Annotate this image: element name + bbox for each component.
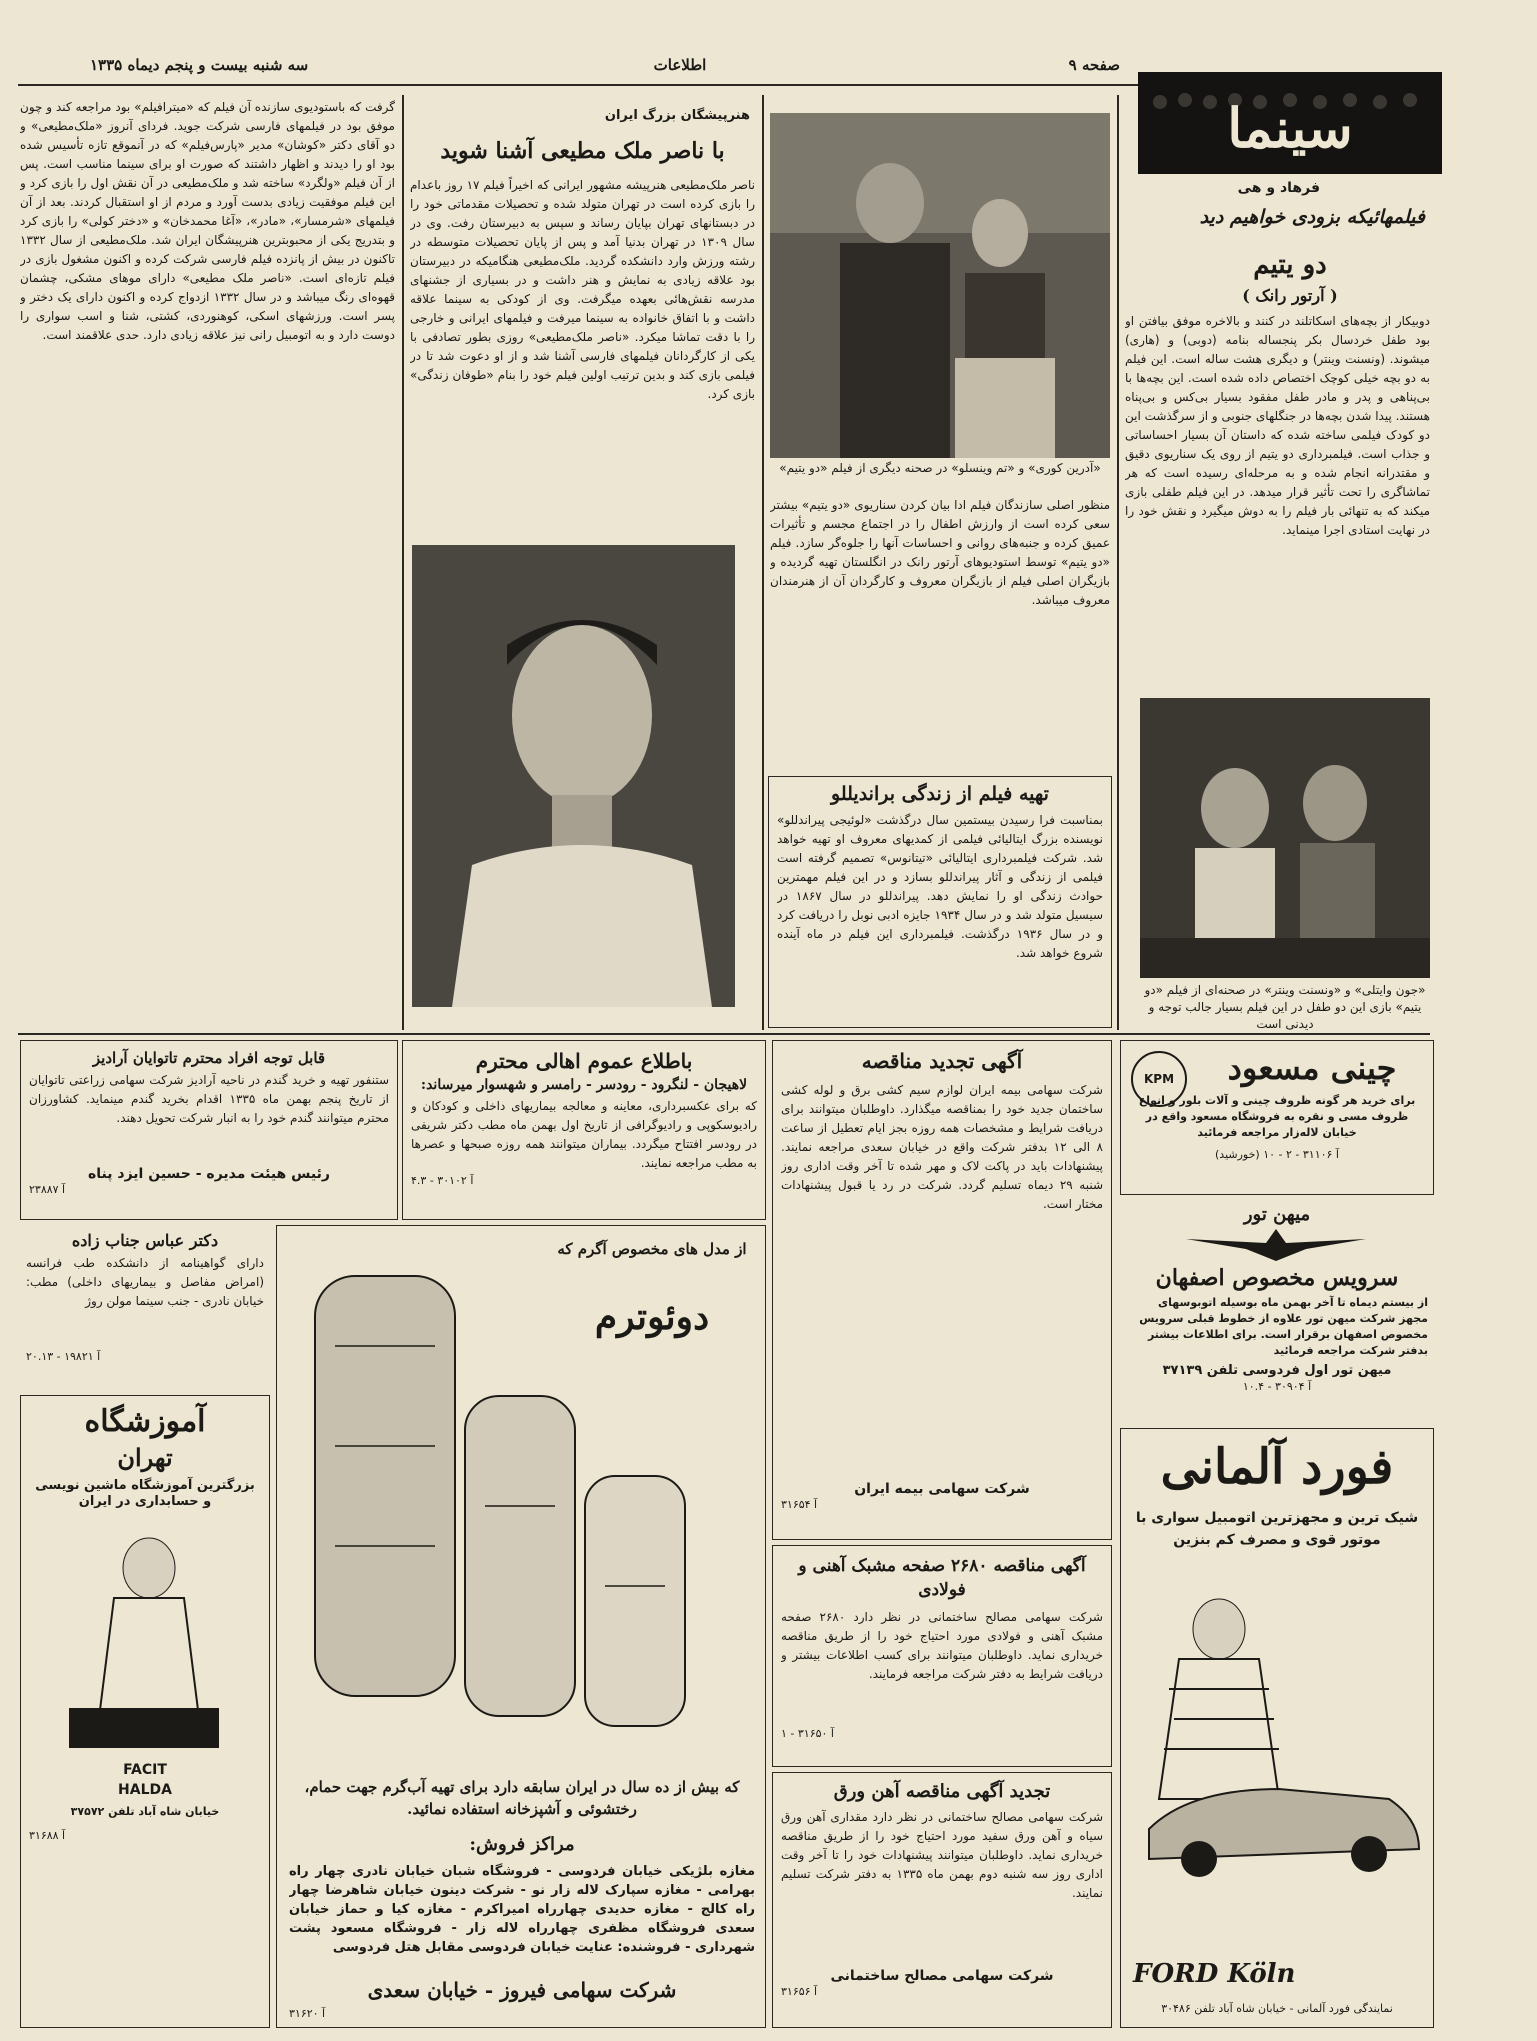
- film-still-children-illustration: [1140, 698, 1430, 978]
- ford-car-illustration: [1129, 1559, 1425, 1929]
- faravahar-icon: [1126, 1225, 1426, 1265]
- lahijan-text: که برای عکسبرداری، معاینه و معالجه بیماریهای داخلی و کودکان و رادیوسکوپی و رادیوگرافی از تاریخ اول بهمن ماه مطب دکتر شریفی در رودسر افتتاح میگردد. بیماران میتوانند همه روزه صبحها و عصرها به مطب مراجعه نمایند.: [411, 1099, 757, 1170]
- ad-mihantour: [1120, 1198, 1434, 1423]
- artists-title: با ناصر ملک مطیعی آشنا شوید: [440, 138, 725, 164]
- film-still-photo-1: [770, 113, 1110, 458]
- mihantour-title: سرویس مخصوص اصفهان: [1155, 1265, 1399, 1291]
- facit-logo: FACIT: [123, 1762, 167, 1778]
- typist-illustration: [29, 1518, 259, 1758]
- heater-company: شرکت سهامی فیروز - خیابان سعدی: [367, 1978, 677, 2002]
- pirandello-box: [768, 776, 1112, 1028]
- heater-brand: دوئوترم: [594, 1296, 710, 1338]
- lahijan-code: آ ۳۰۱۰۲ - ۴.۳: [411, 1174, 474, 1187]
- tajdid-code: آ ۳۱۶۵۴: [781, 1498, 818, 1511]
- ford-logo: FORD Köln: [1133, 1959, 1296, 1989]
- doctor-text: دارای گواهینامه از دانشکده طب فرانسه (امراض مفاصل و بیماریهای داخلی) مطب: خیابان نادری - جنب سینما مولن روژ: [26, 1256, 264, 1308]
- heater-tagline: که بیش از ده سال در ایران سابقه دارد برای تهیه آب‌گرم جهت حمام، رختشوئی و آشپزخانه استفاده نمائید.: [304, 1778, 740, 1818]
- film-title: دو یتیم: [1253, 250, 1327, 280]
- ad-tajdid-monaqese: [772, 1040, 1112, 1540]
- ad-water-heater: [276, 1225, 766, 2028]
- ad-chini-masoud: [1120, 1040, 1434, 1195]
- ad-qabel-tavajjoh: [20, 1040, 398, 1220]
- ahan-text: شرکت سهامی مصالح ساختمانی در نظر دارد مقداری آهن ورق سیاه و آهن ورق سفید مورد احتیاج خود را از طریق مناقصه خریداری نماید. داوطلبان میتوانند پیشنهادات خود را تا آخر وقت اداری روز سه شنبه دوم بهمن ماه ۱۳۳۵ به دفتر شرکت تسلیم نمایند.: [781, 1810, 1103, 1900]
- film-still-caption-1: «آدرین کوری» و «تم وینسلو» در صحنه دیگری از فیلم «دو یتیم»: [779, 461, 1101, 475]
- monaqese2680-code: آ ۳۱۶۵۰ - ۱: [781, 1727, 834, 1740]
- cinema-masthead: [1138, 72, 1442, 174]
- chini-title: چینی مسعود: [1227, 1049, 1397, 1087]
- paper-name: اطلاعات: [653, 56, 707, 74]
- ad-monaqese-2680: [772, 1545, 1112, 1767]
- film-still-illustration: [770, 113, 1110, 458]
- qabel-title: قابل توجه افراد محترم تاتوایان آرادیز: [92, 1049, 326, 1067]
- ford-text: شیک ترین و مجهزترین اتومبیل سواری با موتور قوی و مصرف کم بنزین: [1135, 1510, 1419, 1548]
- lahijan-subtitle: لاهیجان - لنگرود - رودسر - رامسر و شهسوار میرساند:: [420, 1077, 748, 1093]
- actor-portrait-illustration: [412, 545, 735, 1007]
- film-subtitle: ( آرتور رانک ): [1242, 286, 1338, 305]
- artists-article-continued: گرفت که باستودیوی سازنده آن فیلم که «میترافیلم» بود مراجعه کند و چون موفق بود در فیلمهای فارسی شرکت جوید. فردای آنروز «ملک‌مطیعی» و دو آقای دکتر «کوشان» مدیر «پارس‌فیلم» که در آنموقع تازه تأسیس شده بود او را دیدند و اظهار داشتند که صورت او برای سینما مناسب است. پس از آن فیلم «ولگرد» ساخته شد و ملک‌مطیعی در آن نقش اول را بازی کرد و این فیلم موفقیت زیادی بدست آورد و مردم از او استقبال کردند. بعد از آن فیلمهای «شرمسار»، «مادر»، «آغا محمدخان» و «دختر کولی» را بازی کرد و بتدریج یکی از محبوبترین هنرپیشگان ایران شد. ملک‌مطیعی از سال ۱۳۳۲ تاکنون در بیش از پانزده فیلم فارسی شرکت کرده و اکنون مشغول بازی در فیلم تازه‌ای است. «ناصر ملک مطیعی» دارای موهای مشکی، چشمان قهوه‌ای رنگ میباشد و در سال ۱۳۳۲ ازدواج کرده و اکنون دارای یک دختر و پسر است. ورزشهای اسکی، کوهنوردی، کشتی، شنا و اسب سواری را دوست دارد و به اتومبیل رانی نیز علاقه زیادی دارد. حدی علاقمند است.: [20, 100, 395, 342]
- monaqese2680-text: شرکت سهامی مصالح ساختمانی در نظر دارد ۲۶۸۰ صفحه مشبک آهنی و فولادی مورد احتیاج خود را از طریق مناقصه خریداری نماید. داوطلبان میتوانند برای کسب اطلاعات بیشتر و دریافت شرایط به دفتر شرکت مراجعه فرمایند.: [781, 1610, 1103, 1681]
- heater-intro: از مدل های مخصوص آگرم که: [557, 1240, 747, 1258]
- pirandello-title: تهیه فیلم از زندگی براندیللو: [831, 783, 1049, 805]
- mihantour-text: از بیستم دیماه تا آخر بهمن ماه بوسیله اتوبوسهای مجهز شرکت میهن تور علاوه از خطوط قبلی سرویس مخصوص اصفهان برقرار است. برای اطلاعات بیشتر بدفتر شرکت مراجعه فرمائید: [1139, 1296, 1428, 1357]
- monaqese2680-title: آگهی مناقصه ۲۶۸۰ صفحه مشبک آهنی و فولادی: [798, 1556, 1086, 1600]
- ad-school: [20, 1395, 270, 2028]
- ad-ford: [1120, 1428, 1434, 2028]
- cinema-article-2: منظور اصلی سازندگان فیلم ادا بیان کردن سناریوی «دو یتیم» بیشتر سعی کرده است از وارزش اطفال را در اجتماع مجسم و تأثیرات عمیق کرده و جنبه‌های روانی و احساسات آنها را جلوه‌گر سازد. فیلم «دو یتیم» توسط استودیوهای آرتور رانک در انگلستان تهیه گردیده و بازیگران اصلی فیلم از بازیگران معروف و کارگردان آن از هنرمندان معروف میباشد.: [770, 498, 1110, 607]
- tajdid-text: شرکت سهامی بیمه ایران لوازم سیم کشی برق و لوله کشی ساختمان جدید خود را بمناقصه میگذارد. داوطلبان میتوانند برای دریافت شرایط و مشخصات همه روزه بجز ایام تعطیل از ساعت ۸ الی ۱۲ بدفتر شرکت واقع در خیابان سعدی مراجعه نمایند. پیشنهادات باید در پاکت لاک و مهر شده تا آخر وقت اداری روز شنبه ۲۹ دیماه تسلیم گردد. شرکت در رد یا قبول پیشنهادات مختار است.: [781, 1083, 1103, 1211]
- qabel-code: آ ۲۳۸۸۷: [29, 1183, 66, 1196]
- mihantour-company: میهن تور: [1243, 1204, 1311, 1225]
- school-address: خیابان شاه آباد تلفن ۳۷۵۷۲: [70, 1805, 220, 1818]
- center-column-rule-right: [762, 95, 764, 1030]
- qabel-text: ستنفور تهیه و خرید گندم در ناحیه آرادیز شرکت سهامی زراعتی تاتوایان از تاریخ پنجم بهمن ماه ۱۳۳۵ اقدام بخرید گندم مینماید. کشاورزان محترم میتوانند گندم خود را به انبار شرکت تحویل دهند.: [29, 1073, 389, 1125]
- kpm-badge: KPM: [1131, 1051, 1187, 1107]
- halda-logo: HALDA: [118, 1782, 172, 1798]
- masthead-title: سینما: [1227, 96, 1353, 160]
- chini-code: آ ۳۱۱۰۶ - ۲ - ۱۰ (خورشید): [1215, 1148, 1339, 1161]
- ahan-code: آ ۳۱۶۵۶: [781, 1985, 818, 1998]
- tajdid-title: آگهی تجدید مناقصه: [861, 1049, 1023, 1073]
- ad-doctor: [20, 1225, 270, 1390]
- ford-footer: نمایندگی فورد آلمانی - خیابان شاه آباد تلفن ۳۰۴۸۶: [1161, 2002, 1393, 2015]
- cinema-editor: فرهاد و هی: [1237, 180, 1320, 196]
- actor-portrait-photo: [412, 545, 735, 1007]
- mid-page-rule: [18, 1033, 1430, 1035]
- cinema-article: دوبیکار از بچه‌های اسکاتلند در کنند و بالاخره موفق بیافتن او بود طفل خردسال بکر پنجساله بنامه (دوبی) و (هاری) میشوند. (ونسنت وینتر) و دیگری هشت ساله است. این فیلم به دو بچه خیلی کوچک اختصاص داده شده است. این بچه‌ها با بی‌پناهی و پدر و مادر طفل مفقود بسیار بی‌کس و بی‌پناه هستند. پیدا شدن بچه‌ها در جنگلهای جنوبی و از سرگذشت این دو کودک فیلمی ساخته شده که داستان آن بسیار احساساتی و جذاب است. فیلمبرداری دو یتیم از روی یک سناریوی دقیق و مقتدرانه انجام شده و به مرحله‌ای رسیده است که هر تماشاگری را تحت تأثیر قرار میدهد. در این فیلم طفلی بازی میکند که به تنهائی بار فیلم را به دوش میگیرد و نقش خود را در نهایت استادی اجرا مینماید.: [1125, 314, 1430, 537]
- artists-kicker: هنرپیشگان بزرگ ایران: [604, 108, 750, 123]
- pirandello-article: بمناسبت فرا رسیدن بیستمین سال درگذشت «لوئیجی پیراندللو» نویسنده بزرگ ایتالیائی فیلمی از کمدیهای معروف او تهیه خواهد شد. شرکت فیلمبرداری ایتالیائی «تیتانوس» تصمیم گرفته است فیلمی از زندگی و آثار پیراندللو بسازد و در این فیلم مهمترین حوادث زندگی او را نمایش دهد. پیراندللو در سال ۱۸۶۷ در سیسیل متولد شد و در سال ۱۹۳۴ جایزه ادبی نوبل را دریافت کرد و در سال ۱۹۳۶ درگذشت. فیلمبرداری این فیلم در ماه آینده شروع خواهد شد.: [777, 813, 1103, 960]
- lahijan-title: باطلاع عموم اهالی محترم: [475, 1049, 693, 1073]
- ahan-signature: شرکت سهامی مصالح ساختمانی: [830, 1968, 1054, 1984]
- cinema-column-rule: [1117, 95, 1119, 1030]
- school-code: آ ۳۱۶۸۸: [29, 1829, 66, 1842]
- ford-title: فورد آلمانی: [1160, 1439, 1394, 1495]
- date-line: سه شنبه بیست و پنجم دیماه ۱۳۳۵: [90, 56, 309, 74]
- chini-text: برای خرید هر گونه ظروف چینی و آلات بلور و انواع ظروف مسی و نقره به فروشگاه مسعود واقع در خیابان لاله‌زار مراجعه فرمائید: [1138, 1094, 1416, 1139]
- heater-sales-title: مراکز فروش:: [469, 1834, 575, 1855]
- water-heater-illustration: [285, 1246, 755, 1766]
- ad-ahan-varaq: [772, 1772, 1112, 2028]
- school-text: بزرگترین آموزشگاه ماشین نویسی و حسابداری در ایران: [35, 1478, 255, 1509]
- school-city: تهران: [117, 1443, 173, 1472]
- heater-code: آ ۳۱۶۲۰: [289, 2007, 326, 2020]
- mihantour-code: آ ۳۰۹۰۴ - ۱۰.۴: [1242, 1380, 1312, 1393]
- ahan-title: تجدید آگهی مناقصه آهن ورق: [833, 1781, 1051, 1802]
- ad-lahijan: [402, 1040, 766, 1220]
- page-number: صفحه ۹: [1068, 56, 1120, 74]
- doctor-code: آ ۱۹۸۲۱ - ۲۰.۱۳: [26, 1350, 101, 1363]
- heater-outlets: مغازه بلژیکی خیابان فردوسی - فروشگاه شبان خیابان نادری چهار راه بهرامی - مغازه سپارک لاله زار نو - شرکت دینون خیابان شاهرضا چهار راه کالج - مغازه حدیدی چهارراه امیراکرم - مغازه کیا و حماز خیابان سعدی فروشگاه مظفری چهارراه لاله زار - فروشگاه مسعود پشت شهرداری - فروشنده: عنایت خیابان فردوسی مقابل هتل فردوسی: [289, 1864, 755, 1955]
- artists-article: ناصر ملک‌مطیعی هنرپیشه مشهور ایرانی که اخیراً فیلم ۱۷ روز باعدام را بازی کرده است در تهران متولد شده و تحصیلات مقدماتی خود را در دبستانهای تهران بپایان رساند و سپس به دبیرستان رفت. وی در سال ۱۳۰۹ در تهران بدنیا آمد و پس از پایان تحصیلات متوسطه در رشته ورزش وارد دانشکده گردید. ملک‌مطیعی هنگامیکه در دبیرستان بود علاقه زیادی به نمایش و هنر داشت و در بسیاری از جشنهای مدرسه نقش‌هائی بعهده میگرفت. وی از کودکی به سینما علاقه داشت و با اتفاق خانواده به سینما میرفت و فیلمهای ایرانی و خارجی را با دقت تماشا میکرد. «ناصر ملک‌مطیعی» روزی بطور تصادفی با یکی از کارگردانان فیلمهای فارسی آشنا شد و از او دعوت شد تا در فیلمی بازی کند و بدین ترتیب اولین فیلم خود را بنام «طوفان زندگی» بازی کرد.: [410, 178, 755, 401]
- qabel-signature: رئیس هیئت مدیره - حسین ایزد پناه: [88, 1166, 330, 1182]
- doctor-title: دکتر عباس جناب زاده: [71, 1231, 219, 1250]
- center-column-rule-left: [402, 95, 404, 1030]
- film-still-caption-2: «جون وایتلی» و «ونسنت وینتر» در صحنه‌ای از فیلم «دو یتیم» بازی این دو طفل در این فیلم بسیار جالب توجه و دیدنی است: [1144, 983, 1426, 1031]
- mihantour-phone: میهن تور اول فردوسی تلفن ۳۷۱۳۹: [1162, 1363, 1392, 1378]
- tajdid-signature: شرکت سهامی بیمه ایران: [854, 1481, 1030, 1497]
- film-still-photo-2: [1140, 698, 1430, 978]
- coming-films-heading: فیلمهائیکه بزودی خواهیم دید: [1199, 206, 1425, 228]
- school-title: آموزشگاه: [84, 1404, 206, 1439]
